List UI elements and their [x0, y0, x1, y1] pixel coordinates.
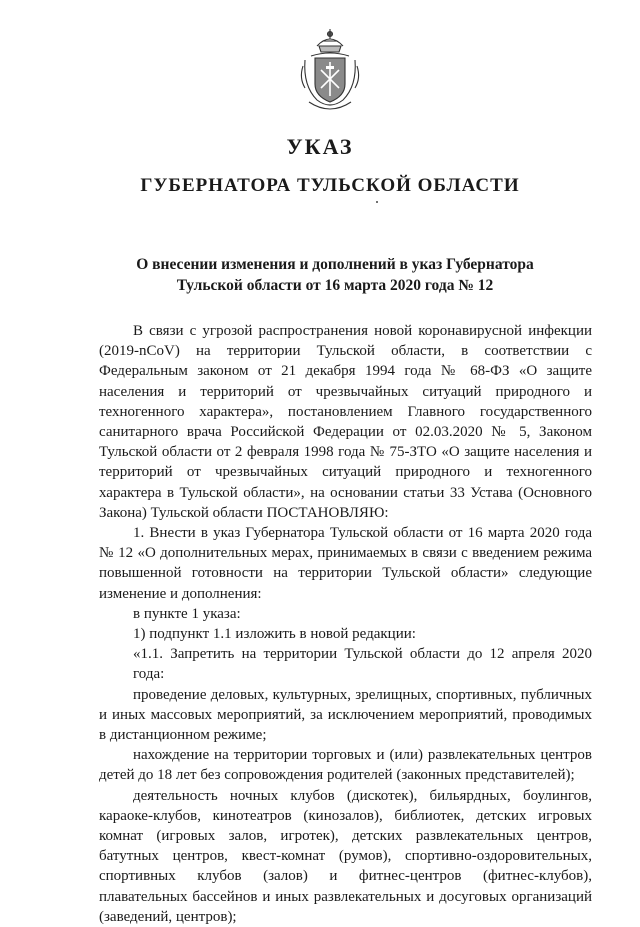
children-ban-paragraph: нахождение на территории торговых и (или) развлекательных центров детей до 18 лет без сопровождения родителей (законных представителей);: [99, 747, 592, 784]
document-body: [99, 321, 592, 927]
quote-start-line: «1.1. Запретить на территории Тульской области до 12 апреля 2020 года:: [133, 646, 592, 683]
clubs-ban-paragraph: деятельность ночных клубов (дискотек), бильярдных, боулингов, караоке-клубов, кинотеатров (кинозалов), библиотек, детских игровых комнат (игровых залов, игротек), детских развлекательных центров, батутных центров, квест-комнат (румов), спортивно-оздоровительных, спортивных клубов (залов) и фитнес-центров (фитнес-клубов), плавательных бассейнов и иных развлекательных и досуговых организаций (заведений, центров);: [99, 787, 592, 925]
scan-speck: [376, 201, 378, 203]
point-1-line: в пункте 1 указа:: [133, 605, 241, 622]
preamble-paragraph: В связи с угрозой распространения новой коронавирусной инфекции (2019-nCoV) на территории Тульской области, в соответствии с Федеральным законом от 21 декабря 1994 года № 68-ФЗ «О защите населения и территорий от чрезвычайных ситуаций природного и техногенного характера», постановлением Главного государственного санитарного врача Российской Федерации от 02.03.2020 № 5, Законом Тульской области от 2 февраля 1998 года № 75-ЗТО «О защите населения и территорий от чрезвычайных ситуаций природного и техногенного характера в Тульской области», на основании статьи 33 Устава (Основного Закона) Тульской области ПОСТАНОВЛЯЮ:: [99, 323, 592, 521]
events-ban-paragraph: проведение деловых, культурных, зрелищных, спортивных, публичных и иных массовых мероприятий, за исключением мероприятий, проводимых в дистанционном режиме;: [99, 686, 592, 744]
issuing-authority: ГУБЕРНАТОРА ТУЛЬСКОЙ ОБЛАСТИ: [140, 175, 520, 196]
coat-of-arms-emblem: [297, 26, 363, 112]
subject-line-1: О внесении изменения и дополнений в указ Губернатора: [136, 256, 534, 273]
subject-line-2: Тульской области от 16 марта 2020 года № 12: [176, 277, 494, 294]
document-subject: [120, 254, 550, 296]
item-1-paragraph: 1. Внести в указ Губернатора Тульской области от 16 марта 2020 года № 12 «О дополнительных мерах, принимаемых в связи с введением режима повышенной готовности на территории Тульской области» следующие изменение и дополнения:: [99, 525, 592, 602]
document-title: УКАЗ: [286, 134, 354, 159]
subpoint-1-line: 1) подпункт 1.1 изложить в новой редакции:: [133, 626, 416, 643]
